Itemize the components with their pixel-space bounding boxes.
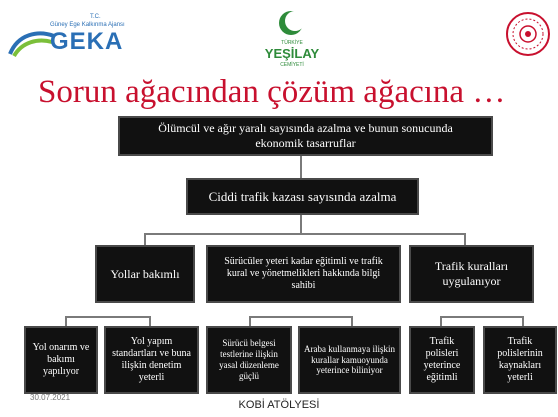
tree-leaf-text: Yol onarım ve bakımı yapılıyor	[32, 341, 90, 378]
geka-subtitle: Güney Ege Kalkınma Ajansı	[50, 22, 125, 28]
crescent-icon	[277, 8, 307, 38]
tree-branch-box	[206, 245, 401, 303]
connector-branch-bar	[144, 233, 466, 235]
tree-leaf-box	[298, 326, 401, 394]
tree-leaf-text: Yol yapım standartları ve buna ilişkin denetim yeterli	[112, 335, 191, 384]
geka-name: GEKA	[50, 28, 124, 55]
connector-leaves-left-down1	[65, 316, 67, 326]
tree-middle-text: Ciddi trafik kazası sayısında azalma	[208, 188, 397, 204]
yesilay-top: TÜRKİYE	[281, 40, 303, 46]
tree-branch-box	[95, 245, 195, 303]
tree-branch-box	[409, 245, 534, 303]
tree-leaf-box	[409, 326, 475, 394]
tree-top-text: Ölümcül ve ağır yaralı sayısında azalma ve bunun sonucunda ekonomik tasarruflar	[158, 121, 453, 150]
tree-leaf-box	[206, 326, 292, 394]
tree-leaf-text: Trafik polisleri yeterince eğitimli	[423, 335, 461, 384]
geka-logo	[8, 14, 138, 62]
connector-leaves-left-bar	[65, 316, 151, 318]
connector-leaves-right-bar	[440, 316, 524, 318]
ministry-seal-icon	[504, 10, 552, 58]
connector-middle-branches	[300, 215, 302, 233]
tree-leaf-box	[483, 326, 557, 394]
page-title: Sorun ağacından çözüm ağacına …	[38, 74, 506, 110]
tree-leaf-box	[24, 326, 98, 394]
tree-leaf-text: Araba kullanmaya ilişkin kurallar kamuoyunda yeterince biliniyor	[304, 343, 395, 376]
tree-middle-box	[186, 178, 419, 215]
yesilay-logo	[258, 8, 326, 70]
footer-label: KOBİ ATÖLYESİ	[238, 399, 320, 411]
connector-leaves-right-down1	[440, 316, 442, 326]
footer-date: 30.07.2021	[30, 393, 71, 402]
yesilay-bottom: CEMİYETİ	[280, 62, 304, 68]
yesilay-name: YEŞİLAY	[264, 46, 320, 61]
connector-top-middle	[300, 156, 302, 180]
connector-leaves-right-down2	[522, 316, 524, 326]
tree-leaf-text: Sürücü belgesi testlerine ilişkin yasal düzenleme güçlü	[219, 338, 279, 381]
tree-top-box	[118, 116, 493, 156]
tree-branch-text: Sürücüler yeteri kadar eğitimli ve trafik kural ve yönetmelikleri hakkında bilgi sahibi	[224, 255, 383, 292]
tree-leaf-box	[104, 326, 199, 394]
geka-t-mark: T.C.	[90, 14, 101, 20]
geka-swoosh-icon	[8, 28, 56, 58]
tree-branch-text: Yollar bakımlı	[110, 266, 180, 281]
connector-leaves-mid-down2	[351, 316, 353, 326]
connector-leaves-left-down2	[149, 316, 151, 326]
tree-leaf-text: Trafik polislerinin kaynakları yeterli	[497, 335, 543, 384]
connector-leaves-mid-bar	[249, 316, 353, 318]
tree-branch-text: Trafik kuralları uygulanıyor	[434, 259, 509, 288]
connector-leaves-mid-down1	[249, 316, 251, 326]
